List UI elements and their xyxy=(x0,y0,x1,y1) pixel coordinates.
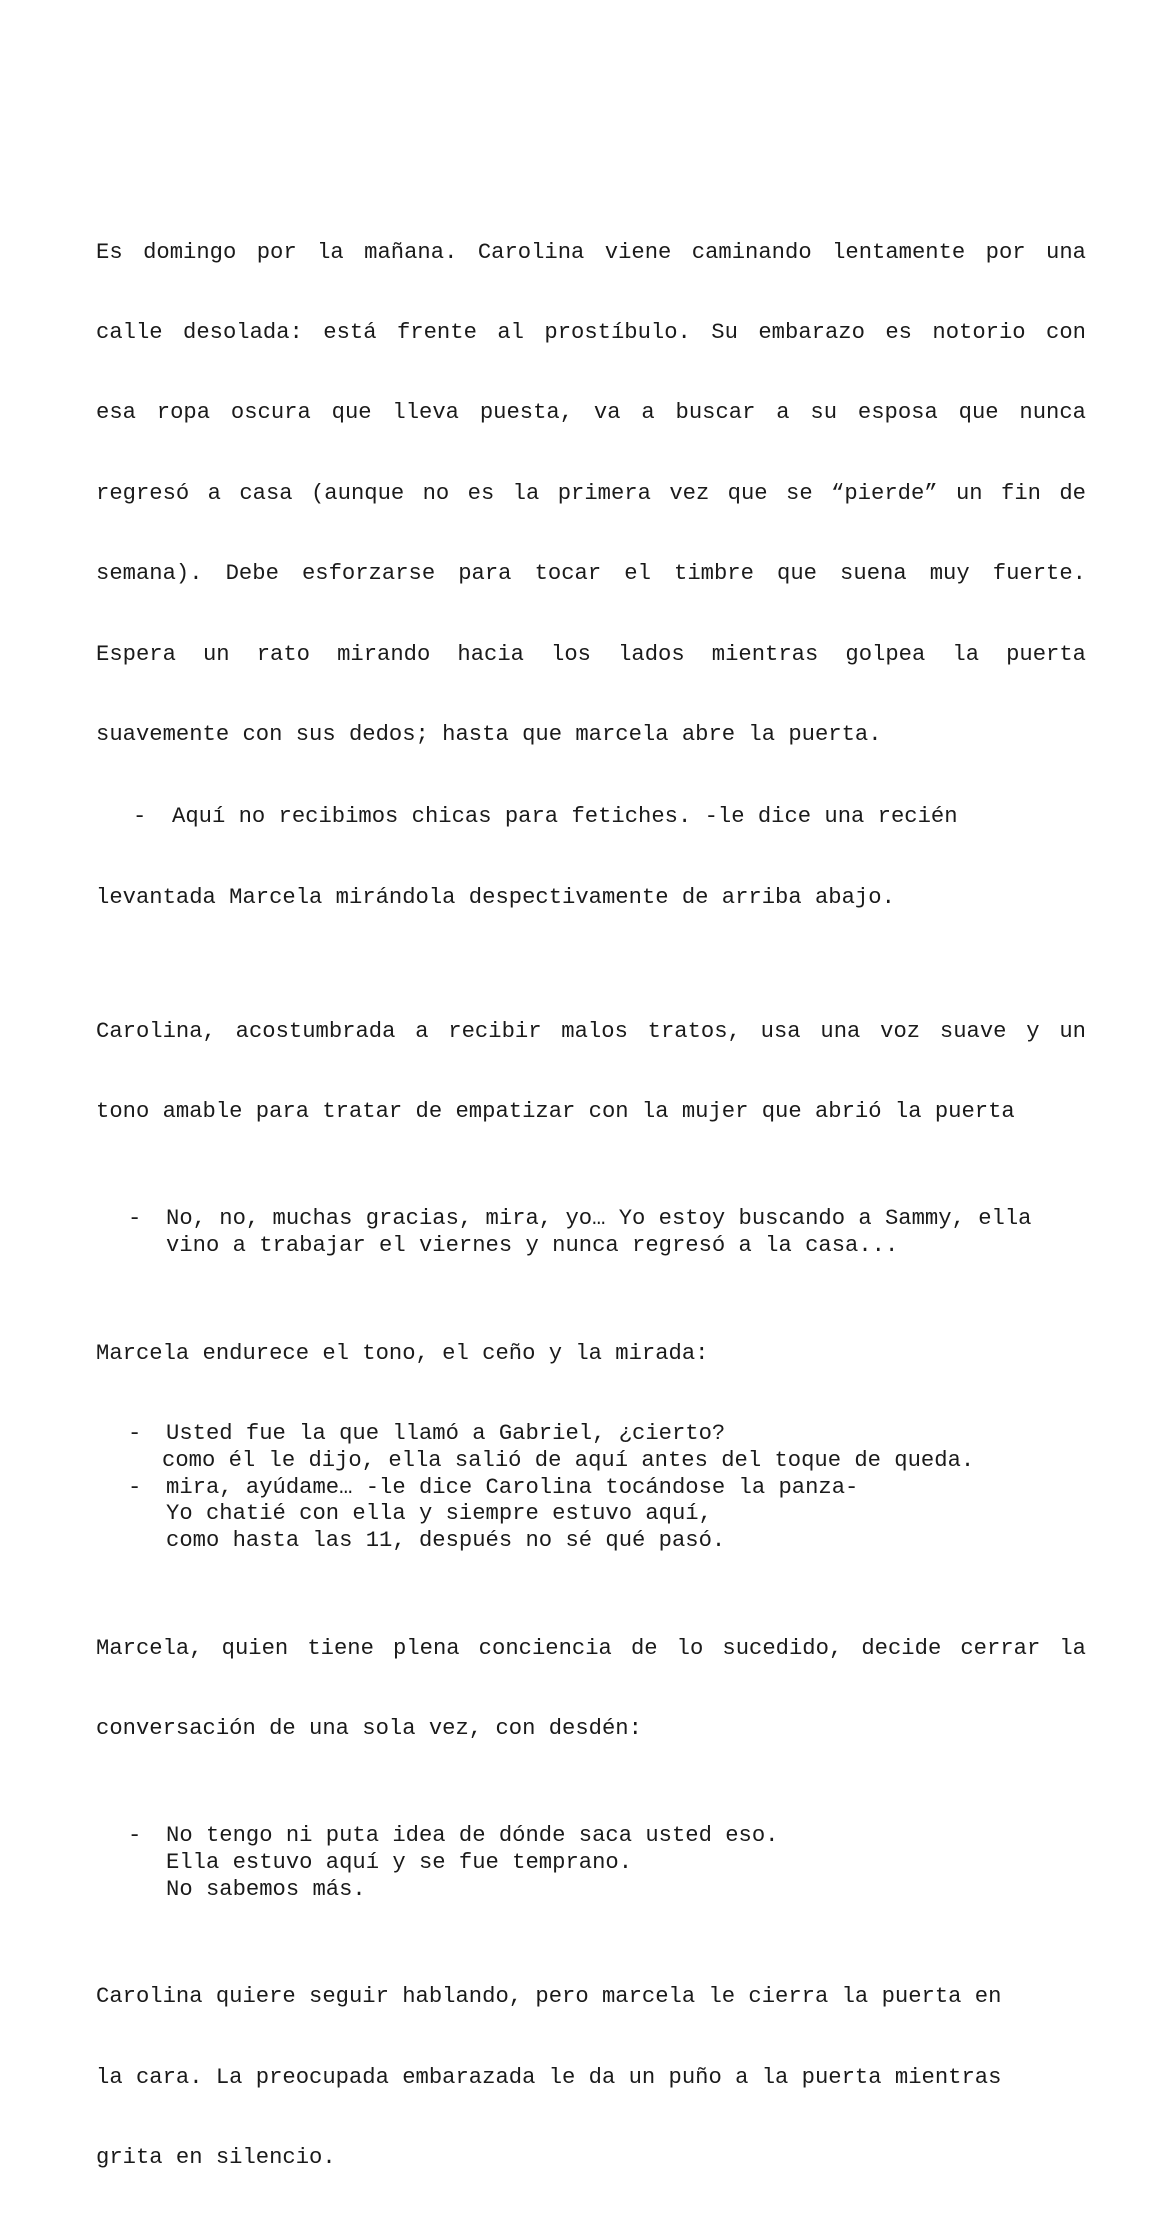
dialogue-dash: - xyxy=(133,804,147,830)
paragraph-opening xyxy=(96,186,1086,802)
text-line: esa ropa oscura que lleva puesta, va a buscar a su esposa que nunca xyxy=(96,400,1086,426)
text-line: grita en silencio. xyxy=(96,2145,336,2171)
dialogue-line: como él le dijo, ella salió de aquí antes del toque de queda. xyxy=(162,1447,975,1473)
blank-line xyxy=(96,1555,1086,1582)
dialogue-dash: - xyxy=(128,1421,142,1447)
dialogue-continuation xyxy=(96,831,1086,965)
dialogue-carolina-first xyxy=(96,1206,1086,1260)
text-line: Marcela endurece el tono, el ceño y la mirada: xyxy=(96,1340,709,1366)
text-line: Marcela, quien tiene plena conciencia de lo sucedido, decide cerrar la xyxy=(96,1635,1086,1661)
blank-line xyxy=(96,1260,1086,1287)
paragraph-marcela-close xyxy=(96,1582,1086,1796)
text-line: Espera un rato mirando hacia los lados mientras golpea la puerta xyxy=(96,641,1086,667)
text-line: Carolina, acostumbrada a recibir malos tratos, usa una voz suave y un xyxy=(96,1018,1086,1044)
blank-line xyxy=(96,1904,1086,1931)
dialogue-dash: - xyxy=(128,1823,142,1849)
text-line: suavemente con sus dedos; hasta que marcela abre la puerta. xyxy=(96,721,882,747)
dialogue-marcela-third xyxy=(96,1823,1086,1903)
text-line: semana). Debe esforzarse para tocar el timbre que suena muy fuerte. xyxy=(96,561,1086,587)
dialogue-line: No sabemos más. xyxy=(166,1877,366,1903)
dialogue-line: No tengo ni puta idea de dónde saca usted eso. xyxy=(166,1823,779,1849)
text-line: la cara. La preocupada embarazada le da un puño a la puerta mientras xyxy=(96,2064,1002,2090)
dialogue-line: Aquí no recibimos chicas para fetiches. -le dice una recién xyxy=(172,804,958,830)
text-line: conversación de una sola vez, con desdén: xyxy=(96,1716,642,1742)
paragraph-marcela-harden xyxy=(96,1287,1086,1421)
document-body xyxy=(96,186,1086,2226)
text-line: Carolina quiere seguir hablando, pero marcela le cierra la puerta en xyxy=(96,1984,1002,2010)
dialogue-line: como hasta las 11, después no sé qué pasó. xyxy=(166,1528,726,1554)
dialogue-line: Yo chatié con ella y siempre estuvo aquí, xyxy=(166,1501,712,1527)
text-line: Es domingo por la mañana. Carolina viene caminando lentamente por una xyxy=(96,239,1086,265)
paragraph-ending xyxy=(96,1931,1086,2226)
dialogue-dash: - xyxy=(128,1206,142,1232)
dialogue-line: Ella estuvo aquí y se fue temprano. xyxy=(166,1850,633,1876)
text-line: regresó a casa (aunque no es la primera vez que se “pierde” un fin de xyxy=(96,480,1086,506)
dialogue-line: Usted fue la que llamó a Gabriel, ¿cierto? xyxy=(166,1421,726,1447)
text-line: levantada Marcela mirándola despectivamente de arriba abajo. xyxy=(96,884,895,910)
dialogue-marcela-second xyxy=(96,1421,1086,1475)
dialogue-marcela-first xyxy=(96,804,1086,831)
dialogue-carolina-second xyxy=(96,1475,1086,1555)
paragraph-carolina-tone xyxy=(96,965,1086,1179)
blank-line xyxy=(96,1179,1086,1206)
dialogue-dash: - xyxy=(128,1474,142,1500)
dialogue-line: mira, ayúdame… -le dice Carolina tocándose la panza- xyxy=(166,1474,859,1500)
text-line: calle desolada: está frente al prostíbulo. Su embarazo es notorio con xyxy=(96,319,1086,345)
blank-line xyxy=(96,1796,1086,1823)
dialogue-line: No, no, muchas gracias, mira, yo… Yo estoy buscando a Sammy, ella xyxy=(166,1206,1032,1232)
text-line: tono amable para tratar de empatizar con la mujer que abrió la puerta xyxy=(96,1099,1015,1125)
dialogue-line: vino a trabajar el viernes y nunca regresó a la casa... xyxy=(166,1233,899,1259)
